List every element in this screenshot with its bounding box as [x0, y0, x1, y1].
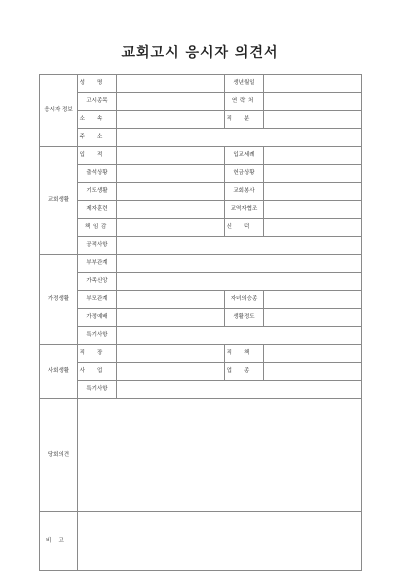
- form-row-business: [40, 363, 362, 381]
- form-row-attendance: [40, 165, 362, 183]
- field-position[interactable]: [264, 111, 362, 129]
- field-entry[interactable]: [117, 147, 225, 165]
- label-birth: 생년월일: [225, 75, 264, 93]
- label-position: 직분: [225, 111, 264, 129]
- label-service: 교회봉사: [225, 183, 264, 201]
- field-job-position[interactable]: [264, 345, 362, 363]
- label-contact: 연락처: [225, 93, 264, 111]
- field-family-faith[interactable]: [117, 273, 362, 291]
- field-birth[interactable]: [264, 75, 362, 93]
- field-social-special[interactable]: [117, 381, 362, 399]
- field-church-notes[interactable]: [117, 237, 362, 255]
- section-label-family: 가정생활: [40, 255, 78, 345]
- field-address[interactable]: [117, 129, 362, 147]
- label-workplace: 직장: [78, 345, 117, 363]
- field-spouse[interactable]: [117, 255, 362, 273]
- label-children-edu: 자녀의승종: [225, 291, 264, 309]
- field-faith[interactable]: [264, 219, 362, 237]
- label-responsibility: 책임감: [78, 219, 117, 237]
- form-row-church-notes: [40, 237, 362, 255]
- field-service[interactable]: [264, 183, 362, 201]
- field-business[interactable]: [117, 363, 225, 381]
- field-responsibility[interactable]: [117, 219, 225, 237]
- field-family-special[interactable]: [117, 327, 362, 345]
- label-living: 생활정도: [225, 309, 264, 327]
- field-evangelism[interactable]: [264, 201, 362, 219]
- label-attendance: 출석상황: [78, 165, 117, 183]
- form-row-responsibility: [40, 219, 362, 237]
- field-prayer[interactable]: [117, 183, 225, 201]
- field-opinion[interactable]: [78, 399, 362, 512]
- field-contact[interactable]: [264, 93, 362, 111]
- label-job-position: 직책: [225, 345, 264, 363]
- form-row-remarks: [40, 512, 362, 571]
- label-prayer: 기도생활: [78, 183, 117, 201]
- label-social-special: 특기사항: [78, 381, 117, 399]
- field-remarks[interactable]: [78, 512, 362, 571]
- form-row-worship: [40, 309, 362, 327]
- label-faith: 신덕: [225, 219, 264, 237]
- label-offering: 헌금상황: [225, 165, 264, 183]
- form-row-entry: [40, 147, 362, 165]
- section-label-remarks: 비고: [40, 512, 78, 571]
- field-business-type[interactable]: [264, 363, 362, 381]
- field-children-edu[interactable]: [264, 291, 362, 309]
- form-row-workplace: [40, 345, 362, 363]
- label-business-type: 업종: [225, 363, 264, 381]
- form-row-opinion: [40, 399, 362, 512]
- label-affiliation: 소속: [78, 111, 117, 129]
- field-parents[interactable]: [117, 291, 225, 309]
- label-church-notes: 공적사항: [78, 237, 117, 255]
- field-baptism[interactable]: [264, 147, 362, 165]
- form-row-social-special: [40, 381, 362, 399]
- document-title: 교회고시 응시자 의견서: [121, 45, 279, 61]
- field-affiliation[interactable]: [117, 111, 225, 129]
- label-entry: 입적: [78, 147, 117, 165]
- applicant-opinion-form: [39, 74, 362, 571]
- label-worship: 가정예배: [78, 309, 117, 327]
- field-discipline[interactable]: [117, 201, 225, 219]
- label-exam-type: 고시종목: [78, 93, 117, 111]
- form-row-parents: [40, 291, 362, 309]
- field-name[interactable]: [117, 75, 225, 93]
- form-row-exam-type: [40, 93, 362, 111]
- form-row-affiliation: [40, 111, 362, 129]
- field-living[interactable]: [264, 309, 362, 327]
- field-exam-type[interactable]: [117, 93, 225, 111]
- label-family-faith: 가족신앙: [78, 273, 117, 291]
- form-row-spouse: [40, 255, 362, 273]
- label-spouse: 부부관계: [78, 255, 117, 273]
- field-attendance[interactable]: [117, 165, 225, 183]
- field-workplace[interactable]: [117, 345, 225, 363]
- label-baptism: 입교세례: [225, 147, 264, 165]
- label-address: 주소: [78, 129, 117, 147]
- label-evangelism: 교역자협조: [225, 201, 264, 219]
- form-row-family-faith: [40, 273, 362, 291]
- label-business: 사업: [78, 363, 117, 381]
- label-name: 성명: [78, 75, 117, 93]
- form-row-name: [40, 75, 362, 93]
- form-row-family-special: [40, 327, 362, 345]
- section-label-social: 사회생활: [40, 345, 78, 399]
- label-discipline: 제자훈련: [78, 201, 117, 219]
- section-label-opinion: 당회의견: [40, 399, 78, 512]
- section-label-applicant: 응시자 정보: [40, 75, 78, 147]
- form-row-prayer: [40, 183, 362, 201]
- label-parents: 부모관계: [78, 291, 117, 309]
- form-row-address: [40, 129, 362, 147]
- label-family-special: 특기사항: [78, 327, 117, 345]
- field-offering[interactable]: [264, 165, 362, 183]
- form-row-discipline: [40, 201, 362, 219]
- field-worship[interactable]: [117, 309, 225, 327]
- section-label-church: 교회생활: [40, 147, 78, 255]
